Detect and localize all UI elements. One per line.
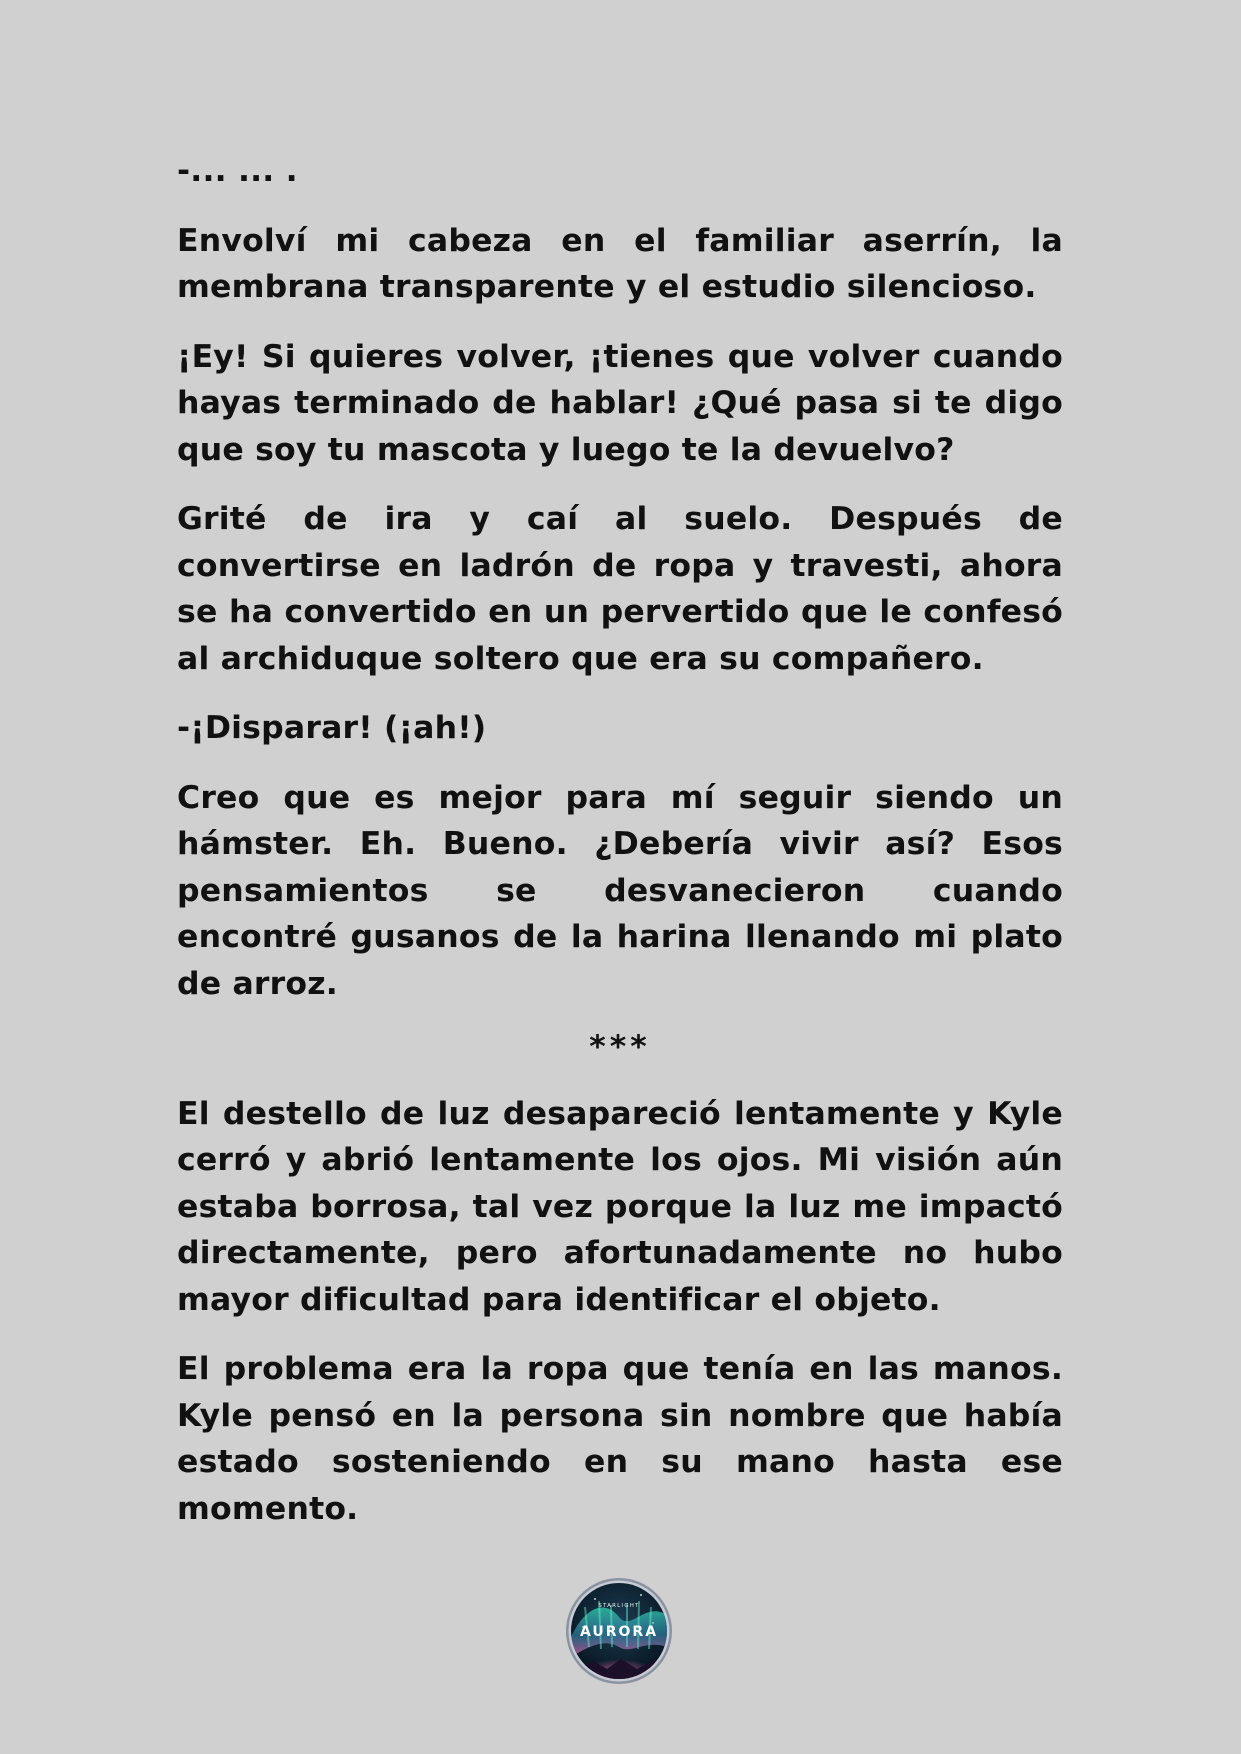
paragraph-ellipsis: -... ... . [177, 153, 298, 189]
text-column [177, 148, 1063, 1555]
paragraph-destello: El destello de luz desapareció lentamente y Kyle cerró y abrió lentamente los ojos. Mi visión aún estaba borrosa, tal vez porque la luz me impactó directamente, pero afortunadamente no hubo mayor dificultad para identificar el objeto. [177, 1095, 1063, 1318]
section-separator: *** [589, 1029, 651, 1065]
logo-main-text: AURORA [579, 1624, 659, 1640]
paragraph-grite: Grité de ira y caí al suelo. Después de convertirse en ladrón de ropa y travesti, ahora se ha convertido en un pervertido que le confesó al archiduque soltero que era su compañero. [177, 501, 1063, 677]
starlight-aurora-logo [565, 1577, 673, 1685]
paragraph-disparar: -¡Disparar! (¡ah!) [177, 710, 487, 746]
logo-top-text: STARLIGHT [598, 1603, 640, 1609]
paragraph-problema: El problema era la ropa que tenía en las manos. Kyle pensó en la persona sin nombre que había estado sosteniendo en su mano hasta ese momento. [177, 1351, 1063, 1527]
paragraph-ey: ¡Ey! Si quieres volver, ¡tienes que volver cuando hayas terminado de hablar! ¿Qué pasa si te digo que soy tu mascota y luego te la devuelvo? [177, 338, 1063, 468]
paragraph-creo: Creo que es mejor para mí seguir siendo un hámster. Eh. Bueno. ¿Debería vivir así? Esos pensamientos se desvanecieron cuando encontré gusanos de la harina llenando mi plato de arroz. [177, 779, 1063, 1002]
paragraph-envolvi: Envolví mi cabeza en el familiar aserrín, la membrana transparente y el estudio silencioso. [177, 222, 1063, 305]
